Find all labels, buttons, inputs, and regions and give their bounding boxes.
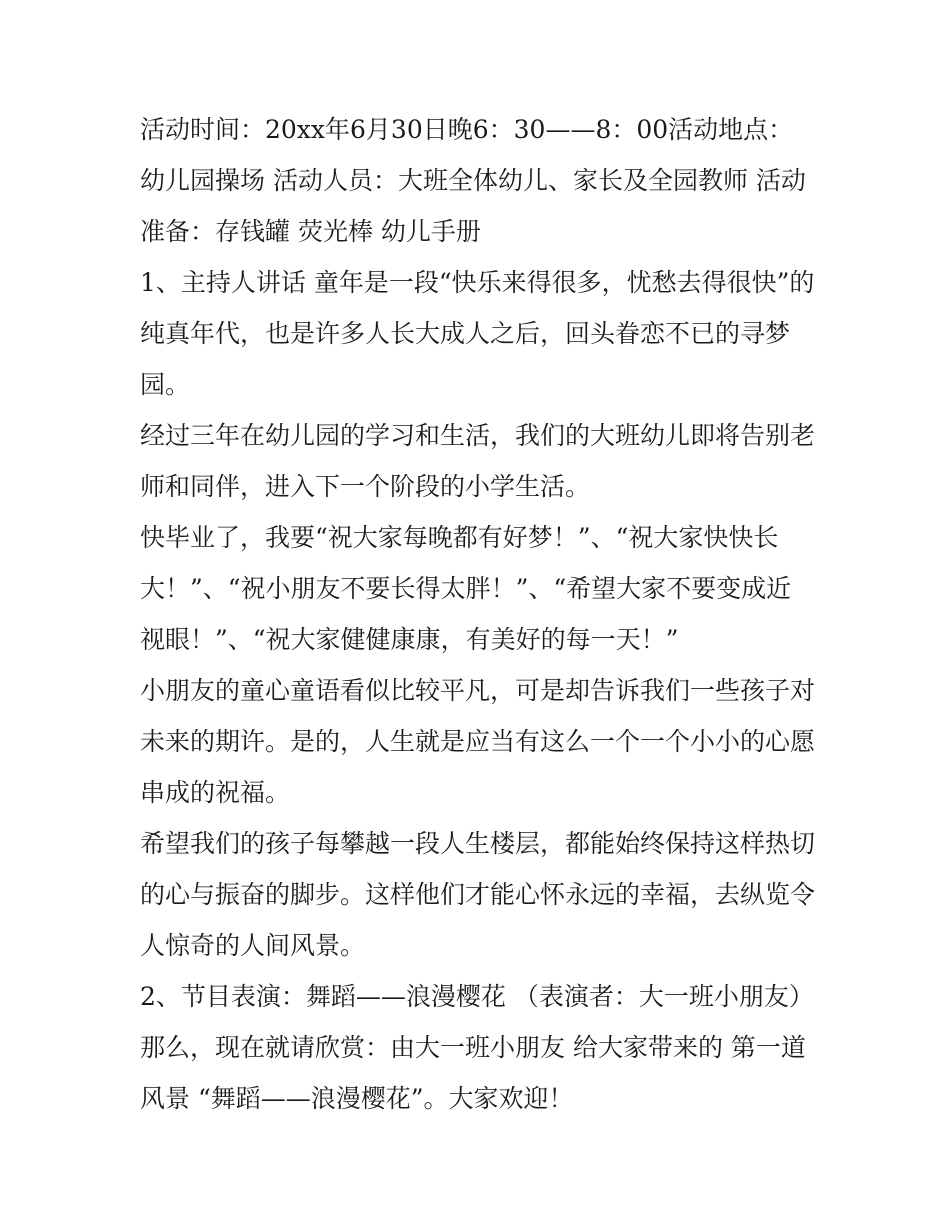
- paragraph-three-years: 经过三年在幼儿园的学习和生活，我们的大班幼儿即将告别老师和同伴，进入下一个阶段的小学生活。: [140, 421, 816, 501]
- paragraph-performance: 2、节目表演：舞蹈——浪漫樱花 （表演者：大一班小朋友） 那么，现在就请欣赏：由大一班小朋友 给大家带来的 第一道风景 “舞蹈——浪漫樱花”。大家欢迎！: [140, 982, 822, 1113]
- paragraph-activity-info: 活动时间：20xx年6月30日晚6：30——8：00活动地点：幼儿园操场 活动人员：大班全体幼儿、家长及全园教师 活动准备：存钱罐 荧光棒 幼儿手册: [140, 115, 806, 246]
- paragraph-childlike-words: 小朋友的童心童语看似比较平凡，可是却告诉我们一些孩子对未来的期许。是的，人生就是应当有这么一个一个小小的心愿串成的祝福。: [140, 676, 816, 807]
- paragraph-wishes: 快毕业了，我要“祝大家每晚都有好梦！”、“祝大家快快长大！”、“祝小朋友不要长得太胖！”、“希望大家不要变成近视眼！”、“祝大家健健康康，有美好的每一天！”: [140, 523, 792, 654]
- paragraph-hope: 希望我们的孩子每攀越一段人生楼层，都能始终保持这样热切的心与振奋的脚步。这样他们才能心怀永远的幸福，去纵览令人惊奇的人间风景。: [140, 829, 816, 960]
- document-body: [140, 104, 822, 1124]
- paragraph-host-speech: 1、主持人讲话 童年是一段“快乐来得很多，忧愁去得很快”的纯真年代，也是许多人长大成人之后，回头眷恋不已的寻梦园。: [140, 268, 815, 399]
